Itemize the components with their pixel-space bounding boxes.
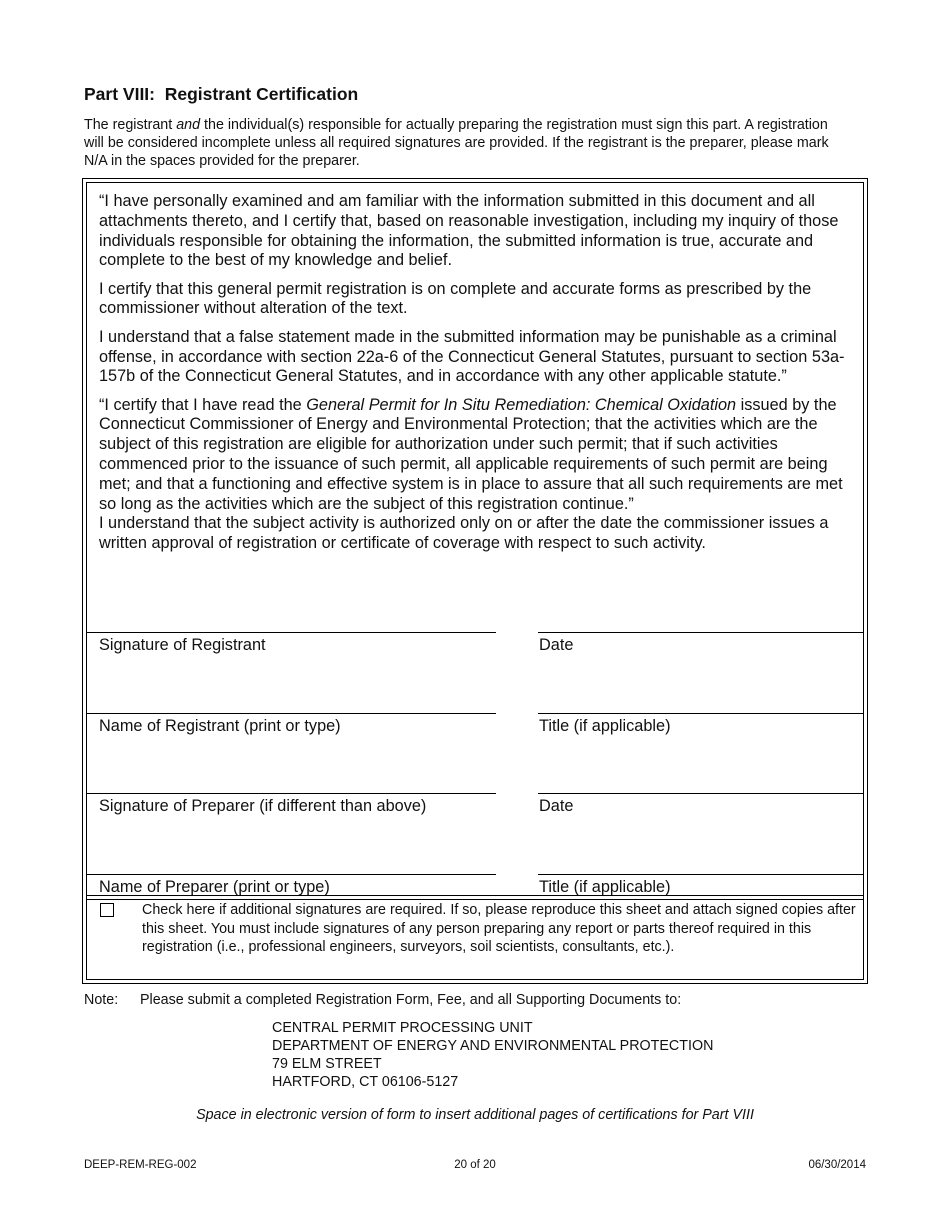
note-label: Note: (84, 992, 119, 1008)
certification-paragraph-2: I certify that this general permit registration is on complete and accurate forms as prescribed by the commissioner without alteration of the text. (99, 279, 812, 318)
signature-registrant-label: Signature of Registrant (99, 636, 266, 654)
section-divider (87, 895, 863, 900)
name-registrant-label: Name of Registrant (print or type) (99, 717, 341, 735)
address-line-1: CENTRAL PERMIT PROCESSING UNIT (272, 1020, 533, 1036)
date-2-label: Date (539, 797, 574, 815)
address-line-4: HARTFORD, CT 06106-5127 (272, 1074, 459, 1090)
permit-title: General Permit for In Situ Remediation: Chemical Oxidation (306, 395, 737, 414)
title-1-label: Title (if applicable) (539, 717, 671, 735)
date-1-line[interactable] (538, 632, 863, 633)
additional-signatures-text: Check here if additional signatures are required. If so, please reproduce this sheet and attach signed copies after this sheet. You must include signatures of any person preparing any report or parts thereof required in this registration (i.e., professional engineers, surveyors, soil scientists, consultants, etc.). (142, 902, 856, 955)
date-2-line[interactable] (538, 793, 863, 794)
signature-preparer-label: Signature of Preparer (if different than above) (99, 797, 427, 815)
note-text: Please submit a completed Registration Form, Fee, and all Supporting Documents to: (140, 992, 682, 1008)
certification-box (82, 178, 868, 984)
address-line-2: DEPARTMENT OF ENERGY AND ENVIRONMENTAL PROTECTION (272, 1038, 714, 1054)
name-preparer-label: Name of Preparer (print or type) (99, 878, 330, 896)
name-preparer-line[interactable] (87, 874, 496, 875)
footer-form-id: DEEP-REM-REG-002 (84, 1159, 197, 1171)
title-1-line[interactable] (538, 713, 863, 714)
footer-page-number: 20 of 20 (454, 1159, 496, 1171)
intro-paragraph: The registrant and the individual(s) responsible for actually preparing the registration must sign this part. A registration will be considered incomplete unless all required signatures are provided. If the registrant is the preparer, please mark N/A in the spaces provided for the preparer. (84, 117, 829, 169)
certification-paragraph-1: “I have personally examined and am familiar with the information submitted in this document and all attachments thereto, and I certify that, based on reasonable investigation, including my inquiry of those individuals responsible for obtaining the information, the submitted information is true, accurate and complete to the best of my knowledge and belief. (99, 192, 839, 270)
signature-preparer-line[interactable] (87, 793, 496, 794)
page-title: Part VIII: Registrant Certification (84, 84, 359, 104)
address-line-3: 79 ELM STREET (272, 1056, 382, 1072)
name-registrant-line[interactable] (87, 713, 496, 714)
title-2-label: Title (if applicable) (539, 878, 671, 896)
date-1-label: Date (539, 636, 574, 654)
additional-signatures-checkbox[interactable] (100, 903, 114, 917)
mailing-address (272, 1019, 713, 1091)
certification-statement (99, 192, 859, 554)
certification-inner-frame (86, 182, 864, 980)
certification-paragraph-3: I understand that a false statement made in the submitted information may be punishable as a criminal offense, in accordance with section 22a-6 of the Connecticut General Statutes, pursuant to section 53a-157b of the Connecticut General Statutes, and in accordance with any other applicable statute.” (99, 327, 845, 386)
certification-paragraph-5: I understand that the subject activity is authorized only on or after the date the commissioner issues a written approval of registration or certificate of coverage with respect to such activity. (99, 514, 829, 553)
signature-registrant-line[interactable] (87, 632, 496, 633)
title-2-line[interactable] (538, 874, 863, 875)
footer-date: 06/30/2014 (808, 1159, 866, 1171)
space-note: Space in electronic version of form to insert additional pages of certifications for Part VIII (196, 1107, 754, 1123)
certification-paragraph-4: “I certify that I have read the General Permit for In Situ Remediation: Chemical Oxidation issued by the Connecticut Commissioner of Energy and Environmental Protection; that the activities which are the subject of this registration are eligible for authorization under such permit; that if such activities commenced prior to the issuance of such permit, all applicable requirements of such permit are being met; and that a functioning and effective system is in place to assure that all such requirements are met so long as the activities which are the subject of this registration continue.” (99, 395, 843, 513)
